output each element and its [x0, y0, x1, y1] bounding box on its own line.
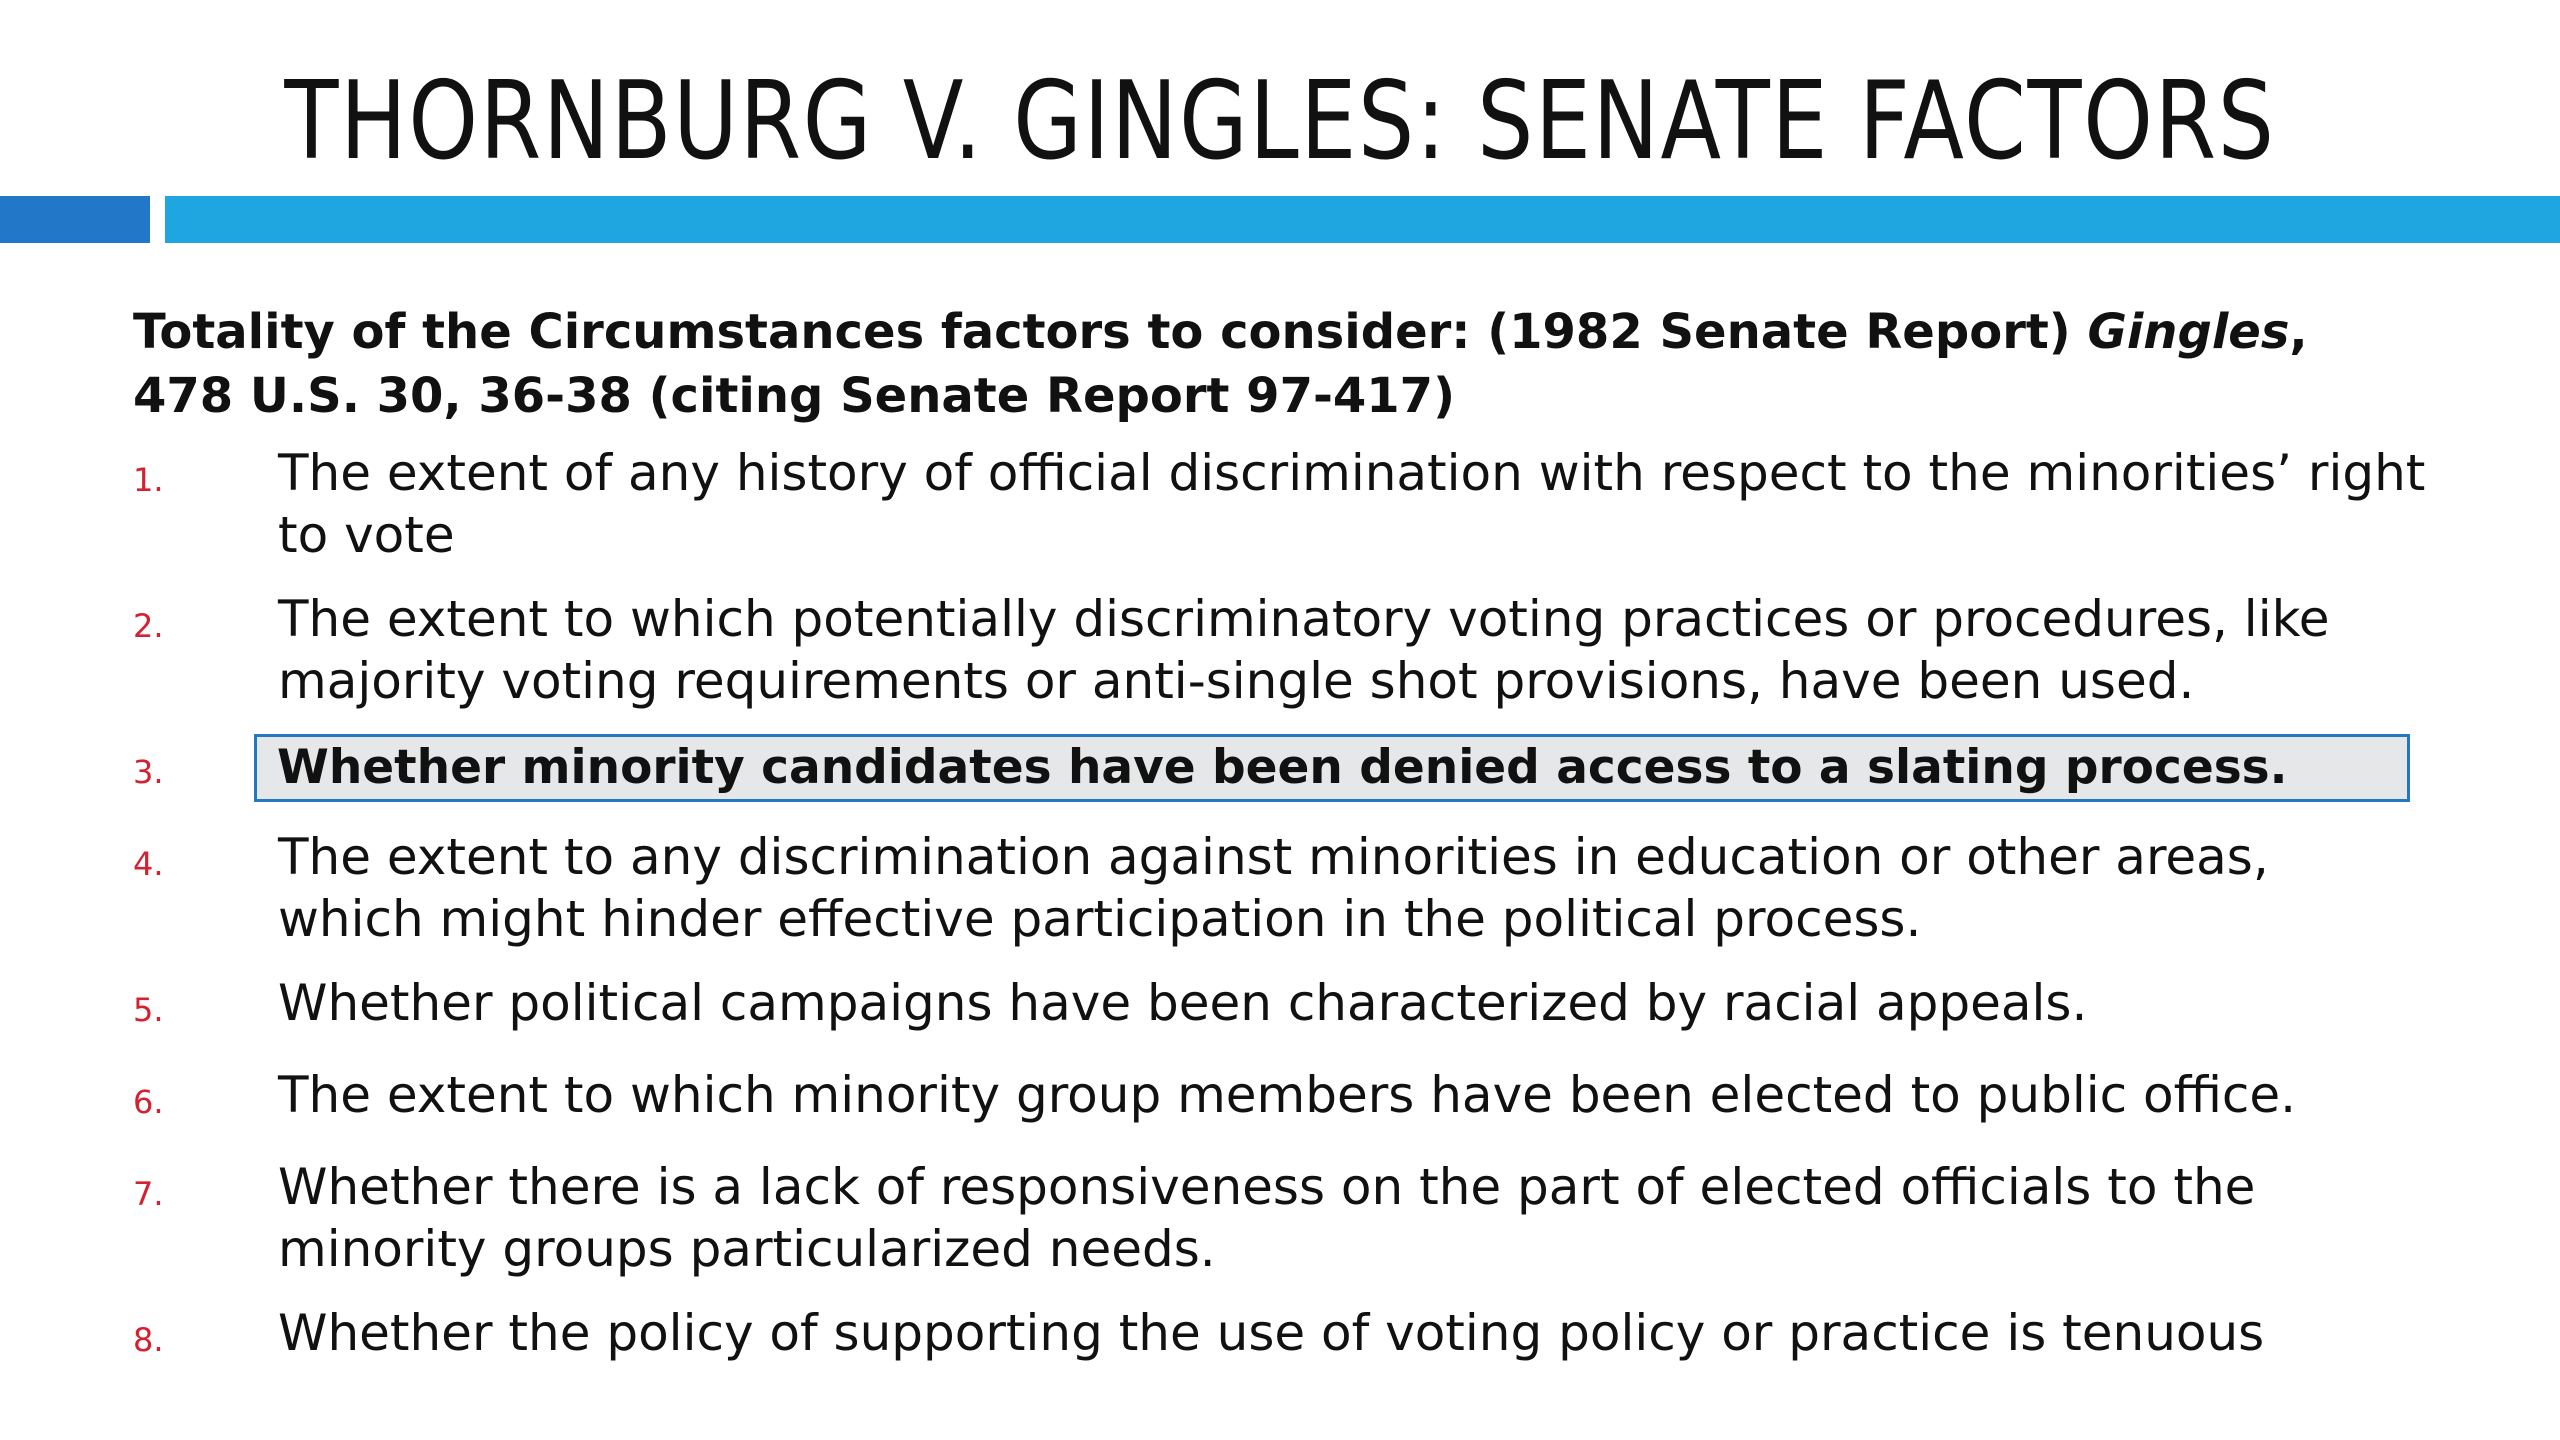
intro-paragraph: [133, 300, 2383, 428]
highlighted-factor-text[interactable]: Whether minority candidates have been denied access to a slating process.: [254, 734, 2410, 802]
intro-case-name: Gingles: [2087, 304, 2290, 360]
factor-list: [133, 442, 2433, 1372]
slide-content: [133, 300, 2433, 1394]
factor-item-7: [133, 1156, 2433, 1280]
factor-text: Whether the policy of supporting the use of voting policy or practice is tenuous: [278, 1304, 2265, 1362]
factor-item-1: [133, 442, 2433, 566]
factor-number: 1.: [133, 461, 164, 499]
title-rule-right: [165, 196, 2560, 243]
factor-item-5: [133, 972, 2433, 1042]
intro-text-part2: , 478 U.S. 30, 36-38 (citing Senate Report 97-417): [133, 304, 2308, 424]
factor-text: The extent to which potentially discriminatory voting practices or procedures, like majority voting requirements or anti-single shot provisions, have been used.: [278, 590, 2330, 710]
factor-number: 6.: [133, 1083, 164, 1121]
factor-text: The extent to any discrimination against minorities in education or other areas, which might hinder effective participation in the political process.: [278, 828, 2269, 948]
factor-item-2: [133, 588, 2433, 712]
factor-number: 7.: [133, 1175, 164, 1213]
factor-item-4: [133, 826, 2433, 950]
slide-title: THORNBURG V. GINGLES: SENATE FACTORS: [284, 59, 2276, 184]
factor-number: 2.: [133, 607, 164, 645]
factor-text: Whether political campaigns have been characterized by racial appeals.: [278, 974, 2088, 1032]
factor-text: The extent of any history of official discrimination with respect to the minorities’ right to vote: [278, 444, 2426, 564]
factor-text: The extent to which minority group members have been elected to public office.: [278, 1066, 2297, 1124]
factor-number: 5.: [133, 991, 164, 1029]
intro-text-part1: Totality of the Circumstances factors to consider: (1982 Senate Report): [133, 304, 2088, 360]
factor-item-8: [133, 1302, 2433, 1372]
factor-number: 4.: [133, 845, 164, 883]
factor-number: 3.: [133, 753, 164, 791]
factor-item-6: [133, 1064, 2433, 1134]
title-rule-left: [0, 196, 150, 243]
factor-text: Whether there is a lack of responsiveness on the part of elected officials to the minority groups particularized needs.: [278, 1158, 2256, 1278]
factor-item-3-highlighted: [133, 734, 2433, 804]
factor-number: 8.: [133, 1321, 164, 1359]
